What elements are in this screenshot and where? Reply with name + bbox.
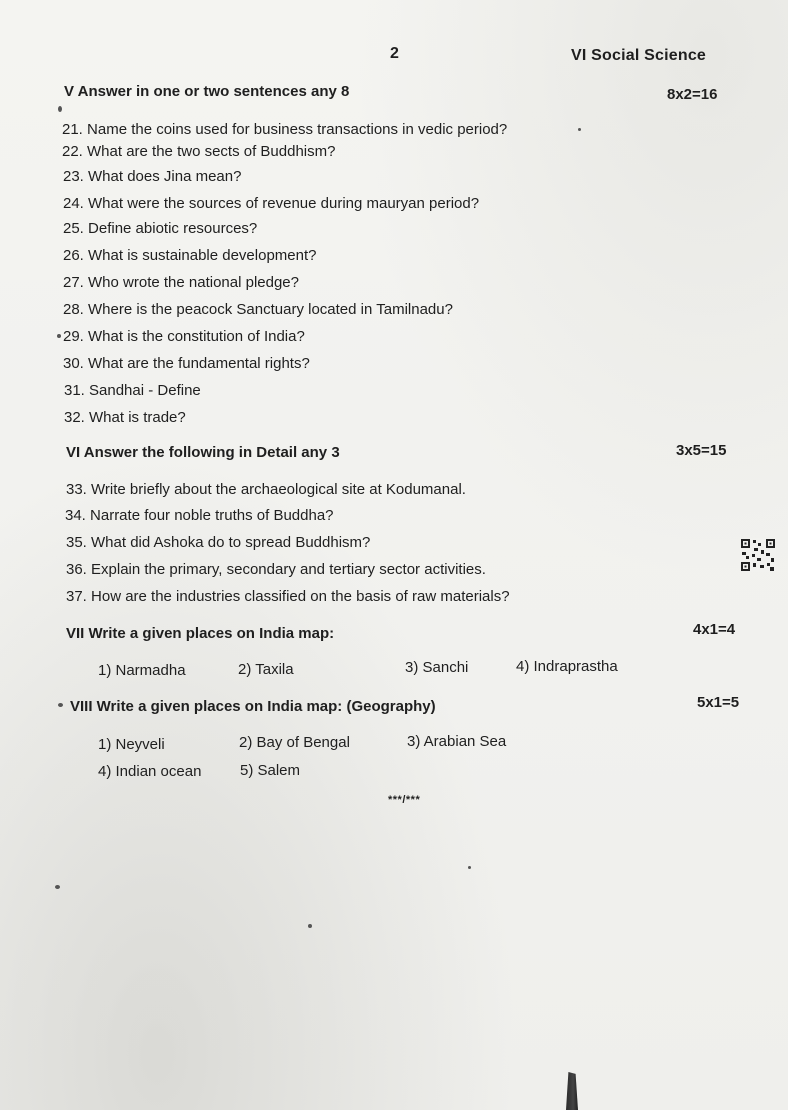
map-place-3: 3) Sanchi [405, 659, 469, 676]
section-vi-title: VI Answer the following in Detail any 3 [66, 444, 340, 461]
question-25: 25. Define abiotic resources? [63, 220, 258, 237]
subject-title: VI Social Science [571, 47, 707, 64]
question-22: 22. What are the two sects of Buddhism? [62, 143, 336, 160]
question-36: 36. Explain the primary, secondary and tertiary sector activities. [66, 561, 486, 578]
question-35: 35. What did Ashoka do to spread Buddhism? [66, 534, 371, 551]
question-31: 31. Sandhai - Define [64, 382, 201, 399]
question-34: 34. Narrate four noble truths of Buddha? [65, 507, 334, 524]
section-vi-marks: 3x5=15 [676, 442, 727, 459]
geo-place-2: 2) Bay of Bengal [239, 734, 350, 751]
scan-speck [58, 106, 62, 112]
map-place-4: 4) Indraprastha [516, 658, 618, 675]
question-28: 28. Where is the peacock Sanctuary located in Tamilnadu? [63, 301, 453, 318]
scan-speck [578, 128, 581, 131]
geo-place-1: 1) Neyveli [98, 736, 165, 753]
section-vii-marks: 4x1=4 [693, 621, 736, 638]
scan-speck [308, 924, 312, 928]
section-v-title: V Answer in one or two sentences any 8 [64, 83, 350, 100]
scan-speck [57, 334, 61, 338]
geo-place-3: 3) Arabian Sea [407, 733, 507, 750]
section-viii-marks: 5x1=5 [697, 694, 740, 711]
map-place-2: 2) Taxila [238, 661, 294, 678]
page-number: 2 [390, 45, 399, 62]
section-vii-title: VII Write a given places on India map: [66, 625, 335, 642]
question-21: 21. Name the coins used for business transactions in vedic period? [62, 121, 508, 138]
question-32: 32. What is trade? [64, 409, 186, 426]
question-37: 37. How are the industries classified on the basis of raw materials? [66, 588, 510, 605]
question-30: 30. What are the fundamental rights? [63, 355, 310, 372]
qr-code-icon [740, 538, 776, 572]
scan-speck [58, 703, 63, 707]
section-viii-title: VIII Write a given places on India map: (Geography) [70, 698, 436, 715]
end-of-paper-mark: ***/*** [388, 794, 421, 806]
question-23: 23. What does Jina mean? [63, 168, 242, 185]
section-v-marks: 8x2=16 [667, 86, 718, 103]
map-place-1: 1) Narmadha [98, 662, 186, 679]
question-26: 26. What is sustainable development? [63, 247, 317, 264]
geo-place-4: 4) Indian ocean [98, 763, 202, 780]
question-24: 24. What were the sources of revenue during mauryan period? [63, 195, 480, 212]
question-29: 29. What is the constitution of India? [63, 328, 305, 345]
scan-speck [55, 885, 60, 889]
scan-artifact-mark [566, 1072, 578, 1110]
scan-speck [468, 866, 471, 869]
question-33: 33. Write briefly about the archaeological site at Kodumanal. [66, 481, 466, 498]
geo-place-5: 5) Salem [240, 762, 301, 779]
question-27: 27. Who wrote the national pledge? [63, 274, 299, 291]
